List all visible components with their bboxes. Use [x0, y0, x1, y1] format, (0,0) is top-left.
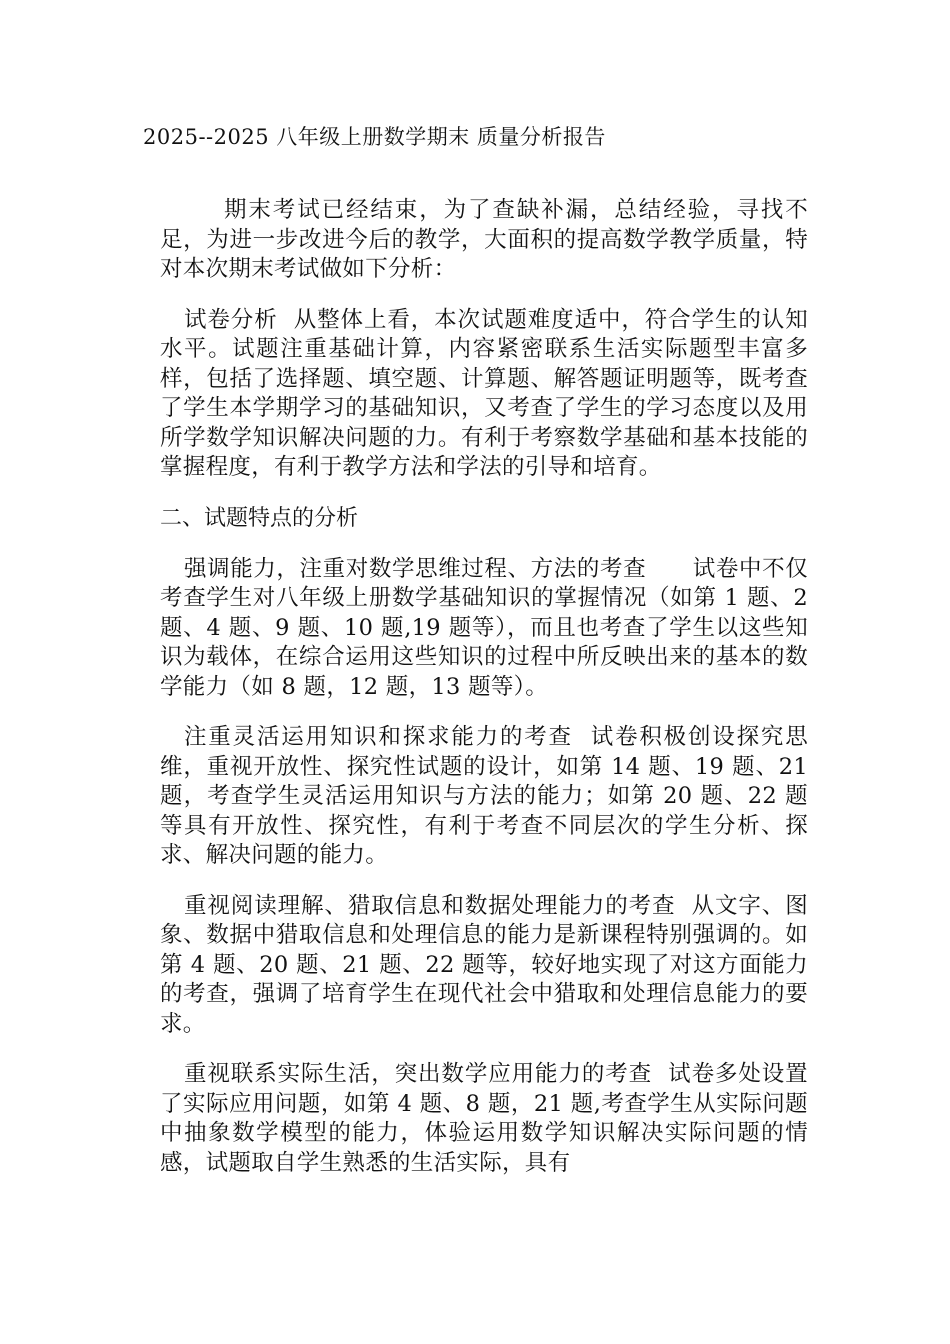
document-body	[160, 196, 816, 1199]
feature-paragraph-1	[160, 555, 816, 703]
exam-analysis-paragraph	[160, 306, 808, 483]
intro-paragraph: 期末考试已经结束，为了查缺补漏，总结经验，寻找不足，为进一步改进今后的教学，大面积的提高数学教学质量，特对本次期末考试做如下分析：	[160, 197, 808, 282]
feature-paragraph-3	[160, 892, 808, 1040]
section-heading-features: 二、试题特点的分析	[160, 505, 359, 531]
feature-paragraph-2	[160, 723, 816, 871]
feature-heading-4: 重视联系实际生活，突出数学应用能力的考查	[184, 1061, 653, 1087]
exam-analysis-heading: 试卷分析	[184, 306, 278, 333]
feature-text-3: 从文字、图象、数据中猎取信息和处理信息的能力是新课程特别强调的。如第 4 题、20 题、21 题、22 题等，较好地实现了对这方面能力的考查，强调了培育学生在现代社会中猎取和处理信息能力的要求。	[160, 892, 808, 1037]
feature-text-2: 试卷积极创设探究思维，重视开放性、探究性试题的设计，如第 14 题、19 题、21 题，考查学生灵活运用知识与方法的能力；如第 20 题、22 题等具有开放性、探究性，有利于考查不同层次的学生分析、探求、解决问题的能力。	[160, 724, 816, 868]
feature-text-4: 试卷多处设置了实际应用问题，如第 4 题、8 题，21 题,考查学生从实际问题中抽象数学模型的能力，体验运用数学知识解决实际问题的情感，试题取自学生熟悉的生活实际，具有	[160, 1061, 808, 1176]
feature-paragraph-4	[160, 1060, 808, 1178]
feature-heading-2: 注重灵活运用知识和探求能力的考查	[184, 724, 573, 750]
document-title: 2025--2025 八年级上册数学期末 质量分析报告	[143, 125, 606, 149]
exam-analysis-text: 从整体上看，本次试题难度适中，符合学生的认知水平。试题注重基础计算，内容紧密联系生活实际题型丰富多样，包括了选择题、填空题、计算题、解答题证明题等，既考查了学生本学期学习的基础知识，又考查了学生的学习态度以及用所学数学知识解决问题的力。有利于考察数学基础和基本技能的掌握程度，有利于教学方法和学法的引导和培育。	[160, 306, 808, 480]
feature-text-1: 试卷中不仅考查学生对八年级上册数学基础知识的掌握情况（如第 1 题、2 题、4 题、9 题、10 题,19 题等），而且也考查了学生以这些知识为载体，在综合运用这些知识的过程中所反映出来的基本的数学能力（如 8 题，12 题，13 题等）。	[160, 555, 816, 700]
feature-heading-1: 强调能力，注重对数学思维过程、方法的考查	[184, 555, 647, 582]
feature-heading-3: 重视阅读理解、猎取信息和数据处理能力的考查	[184, 892, 676, 919]
